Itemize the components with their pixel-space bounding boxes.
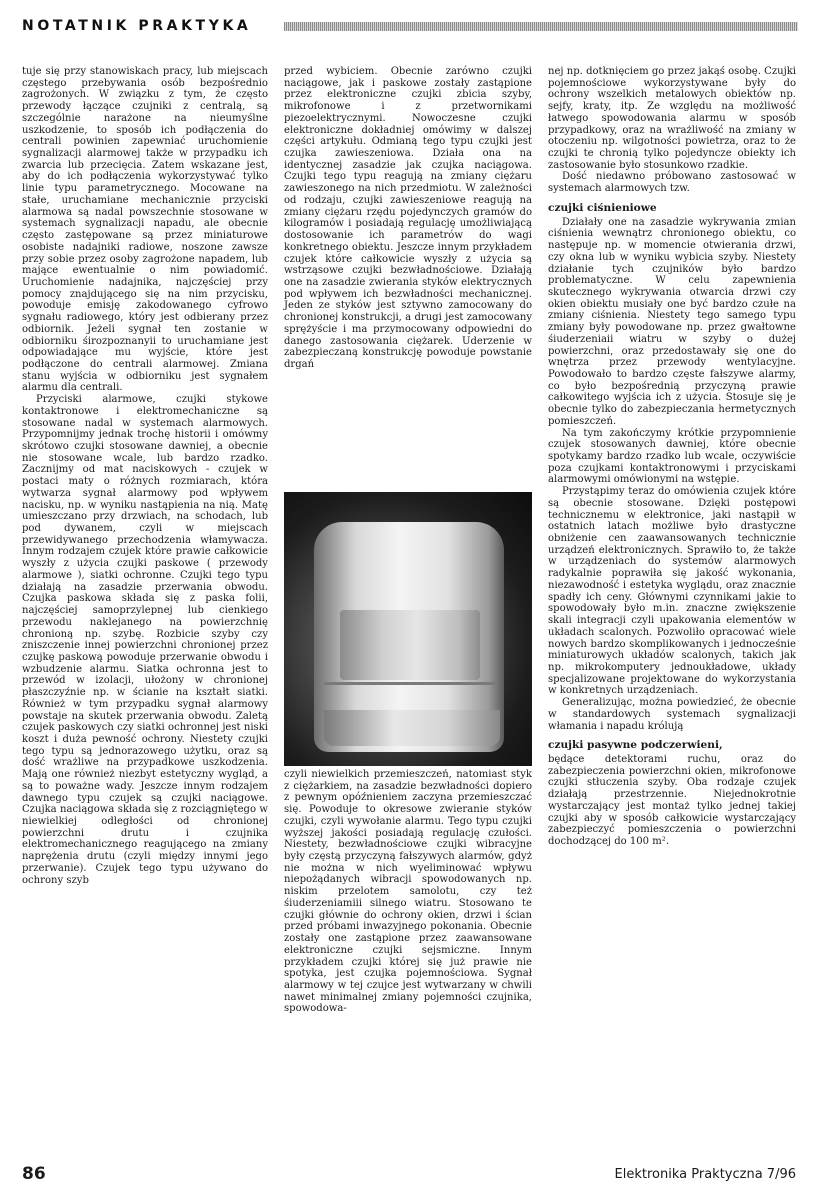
section-title: NOTATNIK PRAKTYKA [22,18,252,34]
paragraph: przed wybiciem. Obecnie zarówno czujki naciągowe, jak i paskowe zostały zastąpione przez elektroniczne czujki zbicia szyby, mikrofonowe i z przetwornikami piezoelektrycznymi. Nowoczesne czujki elektroniczne dokładniej omówimy w dalszej części artykułu. Odmianą tego typu czujki jest czujka zawieszeniowa. Działa ona na identycznej zasadzie jak czujka naciągowa. Czujki tego typu reagują na zmiany ciężaru zawieszonego na nich przedmiotu. W zależności od rodzaju, czujki zawieszeniowe reagują na zmiany ciężaru rzędu pojedynczych gramów do kilogramów i posiadają regulację umożliwiającą dostosowanie ich parametrów do wagi konkretnego obiektu. Jeszcze innym przykładem czujek które całkowicie wyszły z użycia są wstrząsowe czujki bezwładnościowe. Działają one na zasadzie zwierania styków elektrycznych pod wpływem ich bezwładności mechanicznej. Jeden ze styków jest sztywno zamocowany do chronionej konstrukcji, a drugi jest zamocowany sprężyście i ma przymocowany odpowiedni do danego zastosowania ciężarek. Uderzenie w zabezpieczaną konstrukcję powoduje powstanie drgań [284,66,532,370]
paragraph: Przyciski alarmowe, czujki stykowe kontaktronowe i elektromechaniczne są stosowane nadal w systemach alarmowych. Przypomnijmy jednak trochę historii i omówmy skrótowo czujki stosowane dawniej, a obecnie nie stosowane wcale, lub bardzo rzadko. Zacznijmy od mat naciskowych - czujek w postaci maty o różnych rozmiarach, która wytwarza sygnał alarmowy pod wpływem nacisku, np. w wyniku nastąpienia na nią. Matę umieszczano przy drzwiach, na schodach, lub pod dywanem, czyli w miejscach przewidywanego przechodzenia włamywacza. Innym rodzajem czujek które prawie całkowicie wyszły z użycia czujki paskowe ( przewody alarmowe ), siatki ochronne. Czujki tego typu działają na zasadzie przerwania obwodu. Czujka paskowa składa się z paska folii, najczęściej samoprzylepnej lub cienkiego przewodu naklejanego na powierzchnię chronioną np. szybę. Rozbicie szyby czy zniszczenie innej powierzchni chronionej przez czujkę paskową powoduje przerwanie obwodu i wzbudzenie alarmu. Siatka ochronna jest to przewód w izolacji, ułożony w chronionej płaszczyźnie np. w ścianie na kształt siatki. Również w tym przypadku sygnał alarmowy powstaje na skutek przerwania obwodu. Zaletą czujek paskowych czy siatki ochronnej jest niski koszt i duża pewność ochrony. Niestety czujki tego typu są jednorazowego użytku, oraz są dość wrażliwe na przypadkowe uszkodzenia. Mają one również niezbyt estetyczny wygląd, a są to poważne wady. Jeszcze innym rodzajem dawnego typu czujek są czujki naciągowe. Czujka naciągowa składa się z rozciągniętego w niewielkiej odległości od chronionej powierzchni drutu i czujnika elektromechanicznego reagującego na zmiany naprężenia drutu (czyli między innymi jego przerwanie). Czujek tego typu używano do ochrony szyb [22,394,268,886]
paragraph: tuje się przy stanowiskach pracy, lub miejscach częstego przebywania osób bezpośrednio zagrożonych. W związku z tym, że często przewody łączące czujniki z centralą, są szczególnie narażone na nieumyślne uszkodzenie, to sposób ich podłączenia do centrali powinien zapewniać uruchomienie sygnalizacji alarmowej także w przypadku ich zwarcia lub przecięcia. Zatem wskazane jest, aby do ich podłączenia wykorzystywać tylko linie typu parametrycznego. Mocowane na stałe, uruchamiane mechanicznie przyciski alarmowa są nadal powszechnie stosowane w systemach sygnalizacji napadu, ale obecnie często zastępowane są przez miniaturowe osobiste nadajniki radiowe, noszone zawsze przy sobie przez osoby zagrożone napadem, lub mające ewentualnie o nim powiadomić. Uruchomienie nadajnika, najczęściej przy pomocy znajdującego się na nim przycisku, powoduje emisję zakodowanego cyfrowo sygnału radiowego, który jest odbierany przez odbiornik. Jeżeli sygnał ten zostanie w odbiorniku śirozpoznanyii to uruchamiane jest odpowiadające mu wyjście, które jest podłączone do centrali alarmowej. Zmiana stanu wyjścia w odbiorniku jest sygnałem alarmu dla centrali. [22,66,268,394]
paragraph: Na tym zakończymy krótkie przypomnienie czujek stosowanych dawniej, które obecnie spotykamy bardzo rzadko lub wcale, oczywiście poza czujkami kontaktronowymi i przyciskami alarmowymi omówionymi na wstępie. [548,427,796,486]
column-3 [548,66,796,1146]
motion-sensor-photo [284,492,532,766]
magazine-issue: Elektronika Praktyczna 7/96 [614,1167,796,1182]
page-header [22,16,798,38]
paragraph: będące detektorami ruchu, oraz do zabezpieczenia powierzchni okien, mikrofonowe czujki stłuczenia szyby. Oba rodzaje czujek działają przestrzennie. Niejednokrotnie wystarczający jest montaż tylko jednej takiej czujki aby w sposób całkowicie wystarczający zabezpieczyć pomieszczenia o powierzchni dochodzącej do 100 m². [548,753,796,847]
column-1 [22,66,268,1146]
subheading-passive-infrared-sensors: czujki pasywne podczerwieni, [548,739,723,752]
header-rule [284,22,798,31]
paragraph: Działały one na zasadzie wykrywania zmian ciśnienia wewnątrz chronionego obiektu, co następuje np. w momencie otwierania drzwi, czy okna lub w wyniku wybicia szyby. Niestety działanie tych czujników było bardzo problematyczne. W celu zapewnienia skutecznego wykrywania otwarcia drzwi czy okien obiektu musiały one być bardzo czułe na zmiany ciśnienia. Niestety tego samego typu zmiany były powodowane np. przez gwałtowne śiuderzeniaii wiatru w szyby o dużej powierzchni, oraz przedostawały się one do wnętrza przez przewody wentylacyjne. Powodowało to bardzo częste fałszywe alarmy, co było bezpośrednią przyczyną prawie całkowitego wyjścia ich z użycia. Stosuje się je obecnie tylko do zabezpieczania hermetycznych pomieszczeń. [548,216,796,427]
paragraph: czyli niewielkich przemieszczeń, natomiast styk z ciężarkiem, na zasadzie bezwładności dopiero z pewnym opóźnieniem zaczyna przemieszczać się. Powoduje to okresowe zwieranie styków czujki, czyli wywołanie alarmu. Tego typu czujki wyższej jakości posiadają regulację czułości. Niestety, bezwładnościowe czujki wibracyjne były częstą przyczyną fałszywych alarmów, gdyż nie można w nich wyeliminować wpływu niepożądanych wibracji spowodowanych np. niskim przelotem samolotu, czy też śiuderzeniamiii silnego wiatru. Stosowano te czujki głównie do ochrony okien, drzwi i ścian przed próbami inwazyjnego pokonania. Obecnie zostały one zastąpione przez zaawansowane elektroniczne czujki sejsmiczne. Innym przykładem czujki której się już prawie nie spotyka, jest czujka pojemnościowa. Sygnał alarmowy w tej czujce jest wytwarzany w chwili nawet minimalnej zmiany pojemności czujnika, spowodowa- [284,769,532,1015]
paragraph: Generalizując, można powiedzieć, że obecnie w standardowych systemach sygnalizacji włamania i napadu królują [548,697,796,732]
paragraph: nej np. dotknięciem go przez jakąś osobę. Czujki pojemnościowe wykorzystywane były do ochrony wszelkich metalowych obiektów np. sejfy, kraty, itp. Ze względu na możliwość łatwego spowodowania alarmu w sposób przypadkowy, oraz na wrażliwość na zmiany w otoczeniu np. wilgotności powietrza, oraz to że czujki te chronią tylko pojedyncze obiekty ich zastosowanie było stosunkowo rzadkie. [548,66,796,171]
subheading-pressure-sensors: czujki ciśnieniowe [548,201,657,214]
page-number: 86 [22,1164,46,1184]
paragraph: Przystąpimy teraz do omówienia czujek które są obecnie stosowane. Dzięki postępowi technicznemu w elektronice, jaki nastąpił w ostatnich latach możliwe było drastyczne obniżenie cen zaawansowanych technicznie urządzeń elektronicznych. Sprawiło to, że także w urządzeniach do systemów alarmowych radykalnie poprawiła się jakość wykonania, niezawodność i estetyka wyglądu, oraz znacznie spadły ich ceny. Głównymi czynnikami jakie to spowodowały było m.in. znaczne zwiększenie skali integracji czyli upakowania elementów w układach scalonych. Pozwoliło opracować wiele nowych bardzo skomplikowanych i jednocześnie miniaturowych układów scalonych, takich jak np. mikrokomputery jednoukładowe, układy specjalizowane projektowane do wykorzystania w konkretnych urządzeniach. [548,486,796,697]
paragraph: Dość niedawno próbowano zastosować w systemach alarmowych tzw. [548,171,796,195]
